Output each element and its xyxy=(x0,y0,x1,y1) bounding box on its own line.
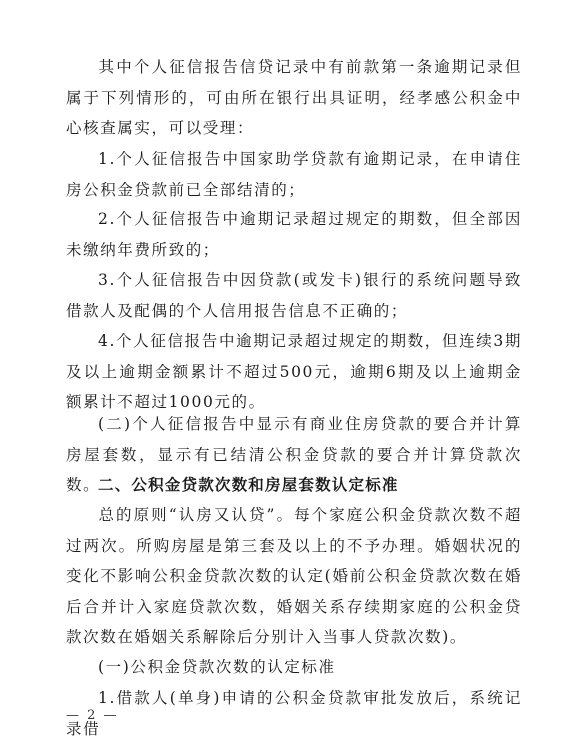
paragraph-item-4: 4.个人征信报告中逾期记录超过规定的期数，但连续3期及以上逾期金额累计不超过500元，逾期6期及以上逾期金额累计不超过1000元的。 xyxy=(66,332,522,411)
paragraph-item-2: 2.个人征信报告中逾期记录超过规定的期数，但全部因未缴纳年费所致的； xyxy=(66,210,522,259)
paragraph-intro: 其中个人征信报告信贷记录中有前款第一条逾期记录但属于下列情形的，可由所在银行出具证明，经孝感公积金中心核查属实，可以受理： xyxy=(66,58,522,137)
paragraph-item-1: 1.个人征信报告中国家助学贷款有逾期记录，在申请住房公积金贷款前已全部结清的； xyxy=(66,150,522,199)
paragraph-principle: 总的原则“认房又认贷”。每个家庭公积金贷款次数不超过两次。所购房屋是第三套及以上的不予办理。婚姻状况的变化不影响公积金贷款次数的认定(婚前公积金贷款次数在婚后合并计入家庭贷款次数，婚姻关系存续期家庭的公积金贷款次数在婚姻关系解除后分别计入当事人贷款次数)。 xyxy=(66,506,522,646)
section-heading: 二、公积金贷款次数和房屋套数认定标准 xyxy=(98,476,399,494)
page-number: — 2 — xyxy=(66,708,119,723)
paragraph-borrower: 1.借款人(单身)申请的公积金贷款审批发放后，系统记录借 xyxy=(66,689,522,738)
paragraph-section-2: (二)个人征信报告中显示有商业住房贷款的要合并计算房屋套数，显示有已结清公积金贷款的要合并计算贷款次数。 xyxy=(66,415,522,494)
paragraph-item-3: 3.个人征信报告中因贷款(或发卡)银行的系统问题导致借款人及配偶的个人信用报告信息不正确的； xyxy=(66,271,522,320)
subsection-heading: (一)公积金贷款次数的认定标准 xyxy=(98,658,336,676)
